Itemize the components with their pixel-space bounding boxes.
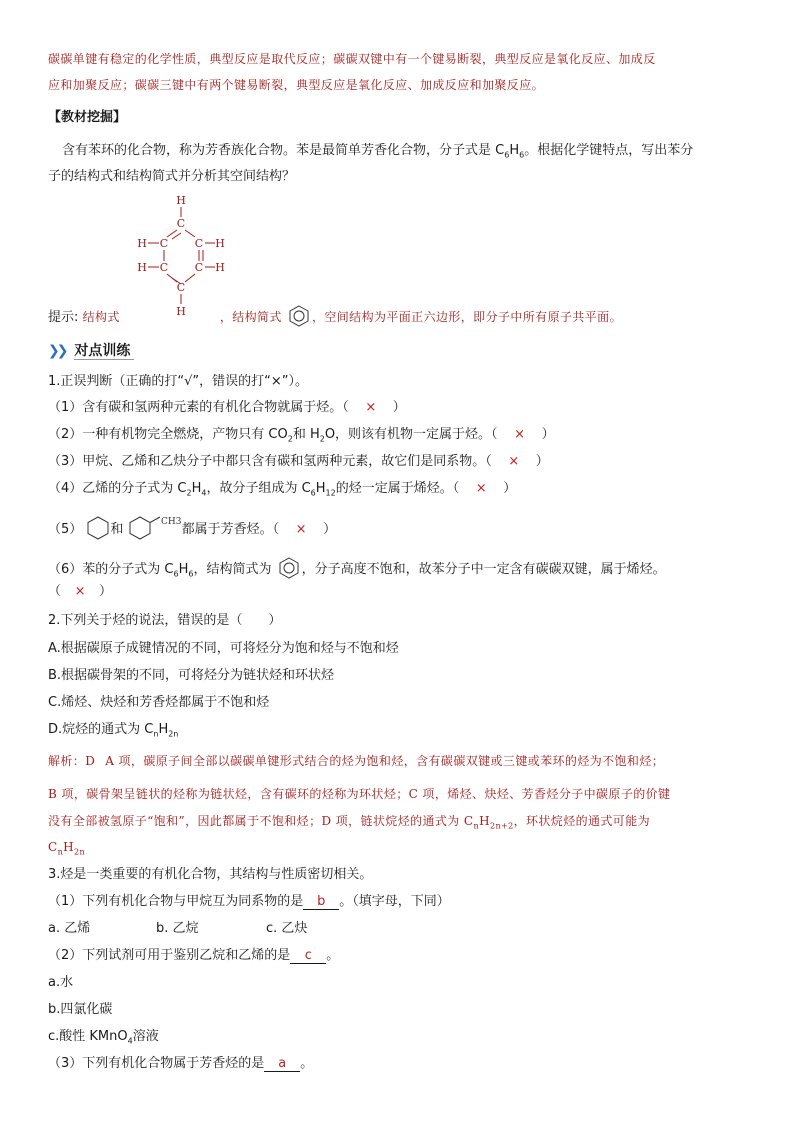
atom-h-lower-right: H — [215, 261, 225, 274]
answer-mark: × — [365, 400, 377, 415]
methylcyclohexane-icon — [128, 515, 182, 541]
atom-h-lower-left: H — [137, 261, 147, 274]
atom-h-upper-right: H — [215, 237, 225, 250]
q1-item-4: （4）乙烯的分子式为 $C_2H_4$，故分子组成为 $C_6H_{12}$的烃一定属于烯烃。（ × ） — [48, 481, 517, 498]
q2-option-d: D.烷烃的通式为 $C_nH_{2n}$ — [48, 722, 179, 739]
intro-line-2: 应和加聚反应；碳碳三键中有两个键易断裂，典型反应是氧化反应、加成反应和加聚反应。 — [48, 78, 545, 92]
atom-h-bottom: H — [176, 305, 186, 318]
hint-label: 提示: — [48, 310, 79, 325]
benzene-structural-formula — [128, 190, 238, 320]
textbook-paragraph-1: 含有苯环的化合物，称为芳香族化合物。苯是最简单芳香化合物，分子式是 $C_6H_6$。根据化学键特点，写出苯分 — [62, 143, 694, 160]
q2-stem: 2.下列关于烃的说法，错误的是（ ） — [48, 613, 282, 628]
answer-mark: × — [508, 454, 520, 469]
intro-line-1: 碳碳单键有稳定的化学性质，典型反应是取代反应；碳碳双键中有一个键易断裂，典型反应是氧化反应、加成反 — [48, 52, 656, 66]
cyclohexane-ring-icon — [86, 516, 110, 540]
answer-blank: c — [290, 949, 326, 964]
benzene-ring-icon — [278, 557, 300, 579]
textbook-paragraph-2: 子的结构式和结构简式并分析其空间结构？ — [48, 169, 296, 184]
q2-analysis-line-2: B 项，碳骨架呈链状的烃称为链状烃，含有碳环的烃称为环状烃；C 项，烯烃、炔烃、芳香烃分子中碳原子的价键 — [48, 787, 671, 801]
q1-item-3: （3）甲烷、乙烯和乙炔分子中都只含有碳和氢两种元素，故它们是同系物。（ × ） — [48, 454, 549, 469]
atom-c-bottom: C — [176, 281, 186, 294]
q2-analysis-line-3: 没有全部被氢原子“饱和”，因此都属于不饱和烃；D 项，链状烷烃的通式为 $C_nH_{2n+2}$，环状烷烃的通式可能为 — [48, 814, 650, 831]
atom-c-lower-right: C — [194, 261, 204, 274]
q1-item-6-answer: （ × ） — [48, 584, 113, 599]
q2-option-c: C.烯烃、炔烃和芳香烃都属于不饱和烃 — [48, 695, 270, 710]
q3-sub-1: （1）下列有机化合物与甲烷互为同系物的是 b 。（填字母，下同） — [48, 894, 450, 909]
q3-option-a: a. 乙烯 — [48, 921, 91, 936]
answer-blank: b — [303, 895, 339, 910]
q1-item-1: （1）含有碳和氢两种元素的有机化合物就属于烃。（ × ） — [48, 400, 406, 415]
q3-sub-2-option-c: c.酸性 KMnO$_4$溶液 — [48, 1029, 159, 1046]
q1-item-6: （6）苯的分子式为 $C_6H_6$，结构简式为 ，分子高度不饱和，故苯分子中一定含有碳碳双键，属于烯烃。 — [48, 557, 666, 579]
q3-option-b: b. 乙烷 — [156, 921, 199, 936]
q3-sub-2: （2）下列试剂可用于鉴别乙烷和乙烯的是 c 。 — [48, 948, 340, 963]
q2-option-b: B.根据碳骨架的不同，可将烃分为链状烃和环状烃 — [48, 668, 335, 683]
q1-stem: 1.正误判断（正确的打“√”，错误的打“×”）。 — [48, 374, 309, 389]
analysis-label: 解析：D — [48, 754, 96, 768]
answer-mark: × — [295, 522, 307, 537]
q1-item-5: （5） 和 CH3 都属于芳香烃。（ × ） — [48, 515, 336, 541]
answer-mark: × — [475, 481, 487, 496]
atom-c-upper-left: C — [159, 237, 169, 250]
q2-analysis-line-4: $C_nH_{2n}$ — [48, 840, 86, 857]
q3-sub-1-options — [48, 920, 307, 938]
atom-c-lower-left: C — [159, 261, 169, 274]
q3-option-c: c. 乙炔 — [266, 921, 308, 936]
double-chevron-icon: ❯❯ — [48, 343, 66, 359]
hint-line: 提示: 结构式 ，结构简式 ，空间结构为平面正六边形，即分子中所有原子共平面。 — [48, 305, 622, 327]
q2-analysis-line-1: 解析：D A 项，碳原子间全部以碳碳单键形式结合的烃为饱和烃，含有碳碳双键或三键或苯环的烃为不饱和烃； — [48, 754, 665, 768]
atom-c-top: C — [176, 217, 186, 230]
atom-c-upper-right: C — [194, 237, 204, 250]
q2-option-a: A.根据碳原子成键情况的不同，可将烃分为饱和烃与不饱和烃 — [48, 641, 399, 656]
answer-mark: × — [514, 427, 526, 442]
atom-h-top: H — [176, 194, 186, 207]
q1-item-2: （2）一种有机物完全燃烧，产物只有 $CO_2$和 $H_2O$，则该有机物一定属于烃。（ × ） — [48, 427, 555, 444]
textbook-header — [48, 106, 126, 125]
q3-sub-2-option-b: b.四氯化碳 — [48, 1002, 113, 1017]
section-title-text: 对点训练 — [74, 343, 134, 360]
q3-stem: 3.烃是一类重要的有机化合物，其结构与性质密切相关。 — [48, 867, 373, 882]
atom-h-upper-left: H — [137, 237, 147, 250]
answer-blank: a — [264, 1057, 300, 1072]
ch3-label: CH3 — [160, 517, 182, 527]
benzene-ring-icon — [288, 305, 310, 327]
q3-sub-2-option-a: a.水 — [48, 975, 74, 990]
q3-sub-3: （3）下列有机化合物属于芳香烃的是 a 。 — [48, 1056, 314, 1071]
section-title — [48, 340, 134, 360]
textbook-header-text: 【教材挖掘】 — [48, 110, 127, 125]
answer-mark: × — [74, 584, 86, 599]
